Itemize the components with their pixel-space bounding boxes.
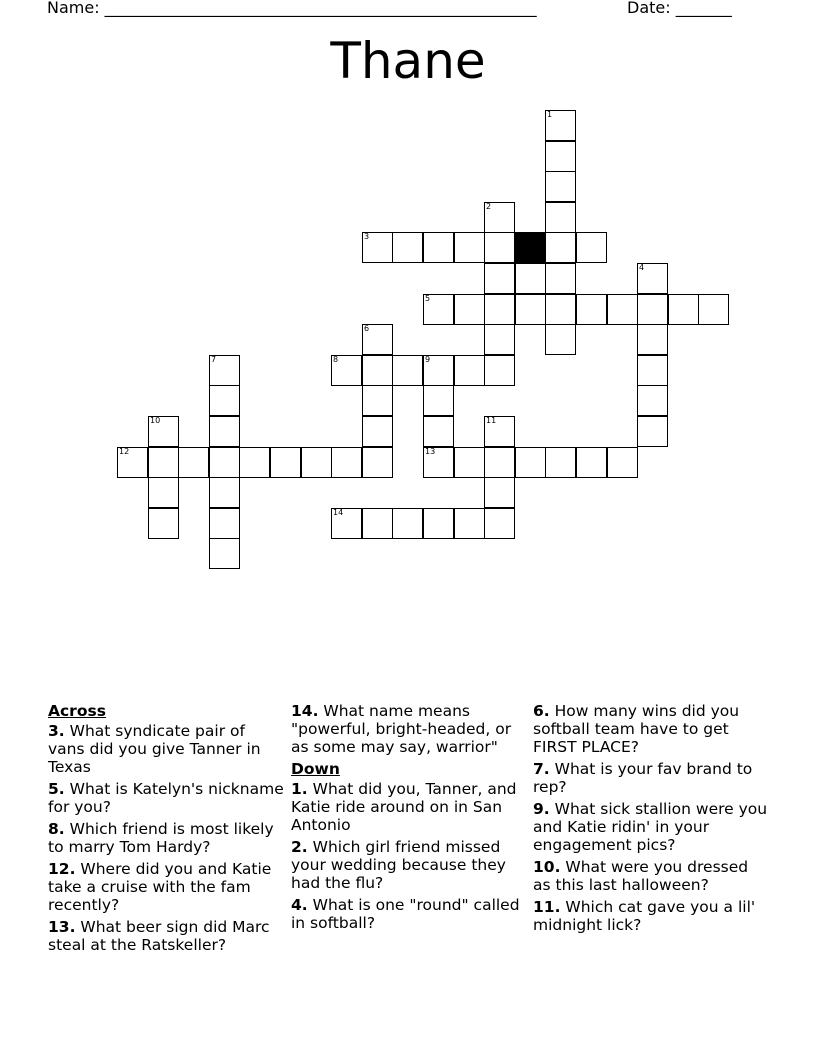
crossword-cell[interactable]	[362, 508, 393, 539]
crossword-cell[interactable]	[454, 232, 485, 263]
cell-number: 2	[486, 202, 492, 211]
crossword-cell[interactable]	[178, 447, 209, 478]
crossword-cell[interactable]	[545, 232, 576, 263]
across-heading: Across	[48, 702, 106, 720]
crossword-cell[interactable]	[515, 447, 546, 478]
crossword-cell[interactable]	[423, 385, 454, 416]
across-clue: 3. What syndicate pair of vans did you give Tanner in Texas	[48, 722, 261, 776]
crossword-cell[interactable]	[637, 355, 668, 386]
crossword-cell[interactable]	[515, 263, 546, 294]
crossword-cell[interactable]	[545, 110, 576, 141]
crossword-cell[interactable]	[637, 294, 668, 325]
crossword-cell[interactable]	[270, 447, 301, 478]
cell-number: 7	[211, 355, 217, 364]
crossword-cell[interactable]	[331, 447, 362, 478]
crossword-cell[interactable]	[637, 416, 668, 447]
down-clue: 4. What is one "round" called in softball?	[291, 896, 520, 932]
crossword-cell[interactable]	[484, 263, 515, 294]
crossword-cell[interactable]	[484, 202, 515, 233]
crossword-cell[interactable]	[484, 477, 515, 508]
crossword-cell[interactable]	[239, 447, 270, 478]
crossword-cell[interactable]	[209, 538, 240, 569]
crossword-cell[interactable]	[209, 385, 240, 416]
down-clue: 7. What is your fav brand to rep?	[533, 760, 753, 796]
crossword-cell[interactable]	[576, 232, 607, 263]
down-heading: Down	[291, 760, 340, 778]
across-clue: 13. What beer sign did Marc steal at the Ratskeller?	[48, 918, 270, 954]
crossword-cell[interactable]	[454, 447, 485, 478]
crossword-cell[interactable]	[362, 385, 393, 416]
crossword-cell[interactable]	[545, 202, 576, 233]
crossword-cell[interactable]	[698, 294, 729, 325]
crossword-cell[interactable]	[423, 294, 454, 325]
black-square	[515, 232, 546, 263]
crossword-cell[interactable]	[362, 447, 393, 478]
clues-column-2	[291, 702, 527, 936]
down-clue: 9. What sick stallion were you and Katie ridin' in your engagement pics?	[533, 800, 768, 854]
crossword-cell[interactable]	[423, 508, 454, 539]
crossword-cell[interactable]	[637, 385, 668, 416]
crossword-cell[interactable]	[423, 355, 454, 386]
cell-number: 3	[364, 232, 370, 241]
crossword-cell[interactable]	[484, 508, 515, 539]
cell-number: 8	[333, 355, 339, 364]
crossword-cell[interactable]	[117, 447, 148, 478]
crossword-cell[interactable]	[668, 294, 699, 325]
clues-column-1	[48, 702, 284, 958]
crossword-cell[interactable]	[484, 447, 515, 478]
crossword-cell[interactable]	[148, 477, 179, 508]
crossword-cell[interactable]	[484, 232, 515, 263]
crossword-cell[interactable]	[637, 263, 668, 294]
crossword-cell[interactable]	[423, 416, 454, 447]
crossword-cell[interactable]	[209, 508, 240, 539]
name-field-label: Name: ______________________________________________________	[47, 0, 537, 17]
cell-number: 4	[639, 263, 645, 272]
cell-number: 12	[119, 447, 130, 456]
crossword-cell[interactable]	[454, 355, 485, 386]
crossword-cell[interactable]	[423, 447, 454, 478]
crossword-cell[interactable]	[392, 355, 423, 386]
crossword-cell[interactable]	[392, 232, 423, 263]
puzzle-title: Thane	[330, 32, 486, 90]
cell-number: 10	[150, 416, 161, 425]
across-clue: 12. Where did you and Katie take a cruise with the fam recently?	[48, 860, 272, 914]
crossword-cell[interactable]	[209, 355, 240, 386]
crossword-cell[interactable]	[301, 447, 332, 478]
crossword-cell[interactable]	[454, 294, 485, 325]
cell-number: 6	[364, 324, 370, 333]
crossword-cell[interactable]	[484, 324, 515, 355]
crossword-cell[interactable]	[148, 508, 179, 539]
down-clue: 6. How many wins did you softball team have to get FIRST PLACE?	[533, 702, 740, 756]
crossword-cell[interactable]	[331, 355, 362, 386]
date-field-label: Date: _______	[627, 0, 732, 17]
crossword-cell[interactable]	[637, 324, 668, 355]
cell-number: 5	[425, 294, 431, 303]
crossword-cell[interactable]	[148, 416, 179, 447]
down-clue: 10. What were you dressed as this last halloween?	[533, 858, 749, 894]
crossword-cell[interactable]	[607, 447, 638, 478]
crossword-cell[interactable]	[576, 294, 607, 325]
crossword-cell[interactable]	[484, 355, 515, 386]
crossword-cell[interactable]	[362, 355, 393, 386]
crossword-cell[interactable]	[423, 232, 454, 263]
crossword-cell[interactable]	[209, 477, 240, 508]
cell-number: 13	[425, 447, 436, 456]
crossword-cell[interactable]	[392, 508, 423, 539]
crossword-cell[interactable]	[545, 141, 576, 172]
crossword-cell[interactable]	[545, 171, 576, 202]
crossword-cell[interactable]	[484, 294, 515, 325]
crossword-cell[interactable]	[545, 294, 576, 325]
crossword-cell[interactable]	[545, 324, 576, 355]
crossword-cell[interactable]	[148, 447, 179, 478]
crossword-cell[interactable]	[515, 294, 546, 325]
down-clue: 1. What did you, Tanner, and Katie ride around on in San Antonio	[291, 780, 517, 834]
crossword-cell[interactable]	[362, 232, 393, 263]
crossword-cell[interactable]	[362, 416, 393, 447]
crossword-cell[interactable]	[362, 324, 393, 355]
cell-number: 9	[425, 355, 431, 364]
across-clue: 14. What name means "powerful, bright-headed, or as some may say, warrior"	[291, 702, 512, 756]
crossword-cell[interactable]	[209, 416, 240, 447]
across-clue: 8. Which friend is most likely to marry Tom Hardy?	[48, 820, 274, 856]
crossword-cell[interactable]	[484, 416, 515, 447]
crossword-cell[interactable]	[545, 447, 576, 478]
cell-number: 11	[486, 416, 497, 425]
clues-column-3	[533, 702, 769, 938]
cell-number: 14	[333, 508, 344, 517]
crossword-cell[interactable]	[607, 294, 638, 325]
crossword-cell[interactable]	[576, 447, 607, 478]
down-clue: 11. Which cat gave you a lil' midnight lick?	[533, 898, 756, 934]
across-clue: 5. What is Katelyn's nickname for you?	[48, 780, 284, 816]
down-clue: 2. Which girl friend missed your wedding because they had the flu?	[291, 838, 506, 892]
crossword-cell[interactable]	[331, 508, 362, 539]
crossword-cell[interactable]	[209, 447, 240, 478]
crossword-cell[interactable]	[545, 263, 576, 294]
cell-number: 1	[547, 110, 553, 119]
crossword-cell[interactable]	[454, 508, 485, 539]
